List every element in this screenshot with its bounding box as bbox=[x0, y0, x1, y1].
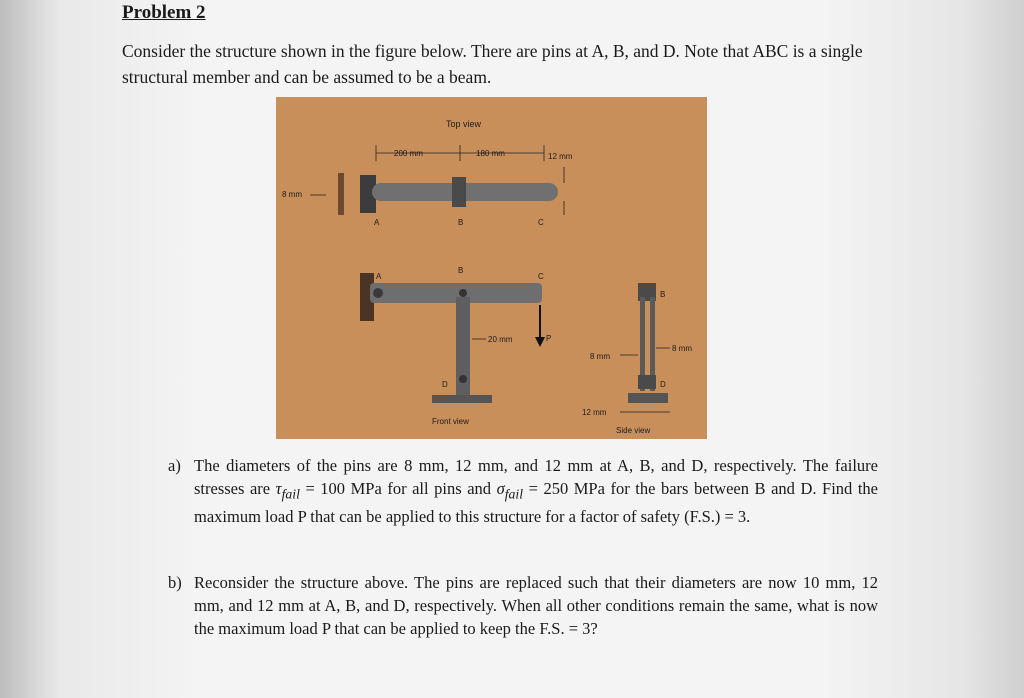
top-label-c: C bbox=[538, 218, 544, 227]
question-a-pre: The diameters of the pins are 8 mm, 12 mm, and 12 mm at A, B, and D, respectively. The failure stresses are bbox=[194, 456, 878, 498]
dim-180-label: 180 mm bbox=[476, 149, 505, 158]
front-view-label: Front view bbox=[432, 417, 469, 426]
top-pin-b bbox=[452, 177, 466, 207]
load-p-label: P bbox=[546, 334, 552, 343]
problem-title: Problem 2 bbox=[122, 2, 206, 23]
dim-8-left-label: 8 mm bbox=[282, 190, 302, 199]
front-label-d: D bbox=[442, 380, 448, 389]
pin-d-icon bbox=[459, 375, 467, 383]
dim-12-side-label: 12 mm bbox=[582, 408, 607, 417]
top-label-a: A bbox=[374, 218, 380, 227]
dim-8-side-right-label: 8 mm bbox=[672, 344, 692, 353]
question-b-text: Reconsider the structure above. The pins are replaced such that their diameters are now 10 mm, 12 mm, and 12 mm at A, B, and D, respectively. When all other conditions remain the same, what is now the maximum load P that can be applied to keep the F.S. = 3? bbox=[194, 573, 878, 638]
front-ground bbox=[432, 395, 492, 403]
question-b bbox=[168, 571, 878, 640]
side-label-b: B bbox=[660, 290, 666, 299]
sigma-symbol: σ bbox=[496, 479, 505, 498]
side-ground bbox=[628, 393, 668, 403]
tau-subscript: fail bbox=[281, 486, 300, 502]
structure-drawing bbox=[276, 97, 707, 439]
structure-figure bbox=[276, 97, 707, 439]
top-wall bbox=[338, 173, 344, 215]
tau-symbol: τ bbox=[275, 479, 282, 498]
pin-a-icon bbox=[373, 288, 383, 298]
tau-value: = 100 MPa for all pins and bbox=[299, 479, 497, 498]
intro-paragraph: Consider the structure shown in the figure below. There are pins at A, B, and D. Note that ABC is a single structural member and can be assumed to be a beam. bbox=[122, 41, 863, 87]
pin-b-icon bbox=[459, 289, 467, 297]
dim-20-label: 20 mm bbox=[488, 335, 513, 344]
front-label-a: A bbox=[376, 272, 382, 281]
side-view-label: Side view bbox=[616, 426, 651, 435]
front-label-b: B bbox=[458, 266, 464, 275]
side-label-d: D bbox=[660, 380, 666, 389]
question-a-text bbox=[194, 454, 878, 528]
question-a-label: a) bbox=[168, 456, 181, 475]
dim-8-side-left-label: 8 mm bbox=[590, 352, 610, 361]
front-label-c: C bbox=[538, 272, 544, 281]
question-b-label: b) bbox=[168, 573, 182, 592]
sigma-subscript: fail bbox=[504, 486, 524, 502]
load-arrow-icon bbox=[535, 337, 545, 347]
question-a bbox=[168, 454, 878, 528]
dim-200-label: 200 mm bbox=[394, 149, 423, 158]
sigma-value: = 250 MPa for the bars between B and D. Find the maximum load P that can be applied to this structure for a factor of safety (F.S.) = 3. bbox=[194, 479, 878, 527]
side-pin-d bbox=[638, 375, 656, 389]
dim-12-top-label: 12 mm bbox=[548, 152, 573, 161]
top-view-label: Top view bbox=[446, 119, 482, 129]
top-label-b: B bbox=[458, 218, 464, 227]
